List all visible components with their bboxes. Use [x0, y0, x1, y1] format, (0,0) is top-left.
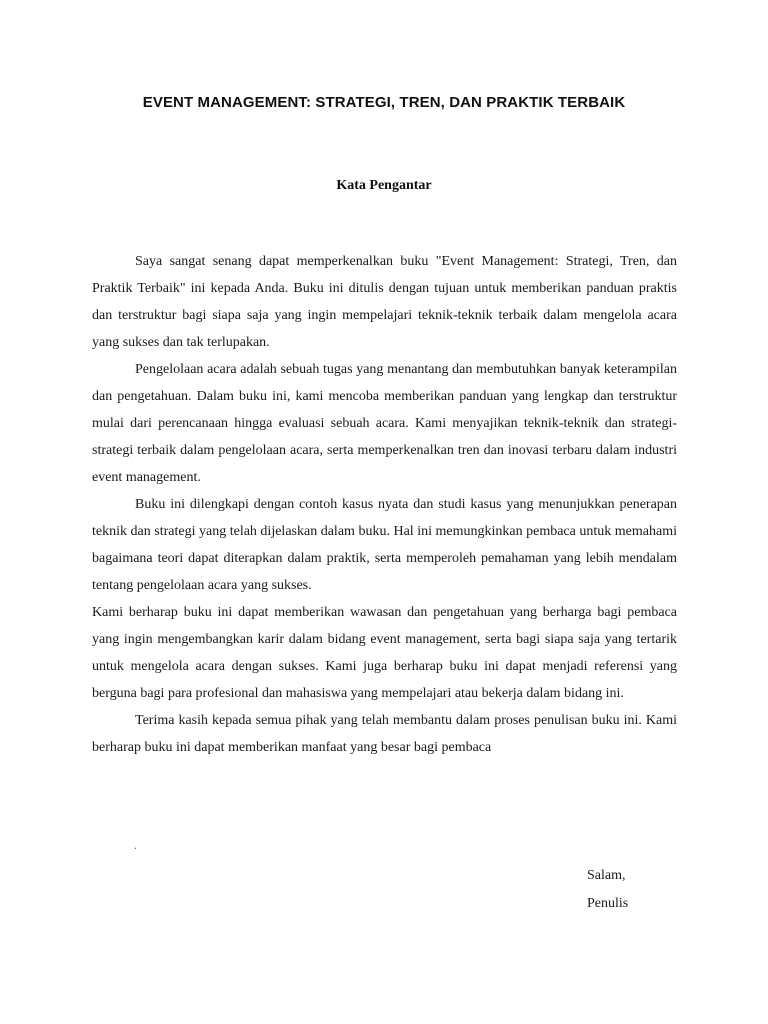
paragraph-5: Terima kasih kepada semua pihak yang telah membantu dalam proses penulisan buku ini. Kami berharap buku ini dapat memberikan manfaat yang besar bagi pembaca [92, 713, 677, 755]
section-heading: Kata Pengantar [336, 178, 432, 193]
document-title: EVENT MANAGEMENT: STRATEGI, TREN, DAN PRAKTIK TERBAIK [142, 94, 626, 111]
closing-salutation: Salam, [587, 868, 626, 883]
stray-mark: . [134, 838, 137, 852]
signoff-block [587, 862, 628, 918]
signature: Penulis [587, 896, 629, 911]
body-text [92, 248, 677, 761]
paragraph-2: Pengelolaan acara adalah sebuah tugas yang menantang dan membutuhkan banyak keterampilan dan pengetahuan. Dalam buku ini, kami mencoba memberikan panduan yang lengkap dan terstruktur mulai dari perencanaan hingga evaluasi sebuah acara. Kami menyajikan teknik-teknik dan strategi-strategi terbaik dalam pengelolaan acara, serta memperkenalkan tren dan inovasi terbaru dalam industri event management. [92, 362, 677, 485]
paragraph-4: Kami berharap buku ini dapat memberikan wawasan dan pengetahuan yang berharga bagi pembaca yang ingin mengembangkan karir dalam bidang event management, serta bagi siapa saja yang tertarik untuk mengelola acara dengan sukses. Kami juga berharap buku ini dapat menjadi referensi yang berguna bagi para profesional dan mahasiswa yang mempelajari atau bekerja dalam bidang ini. [92, 605, 677, 701]
paragraph-3: Buku ini dilengkapi dengan contoh kasus nyata dan studi kasus yang menunjukkan penerapan teknik dan strategi yang telah dijelaskan dalam buku. Hal ini memungkinkan pembaca untuk memahami bagaimana teori dapat diterapkan dalam praktik, serta memperoleh pemahaman yang lebih mendalam tentang pengelolaan acara yang sukses. [92, 497, 677, 593]
paragraph-1: Saya sangat senang dapat memperkenalkan buku "Event Management: Strategi, Tren, dan Praktik Terbaik" ini kepada Anda. Buku ini ditulis dengan tujuan untuk memberikan panduan praktis dan terstruktur bagi siapa saja yang ingin mempelajari teknik-teknik terbaik dalam mengelola acara yang sukses dan tak terlupakan. [92, 254, 677, 350]
